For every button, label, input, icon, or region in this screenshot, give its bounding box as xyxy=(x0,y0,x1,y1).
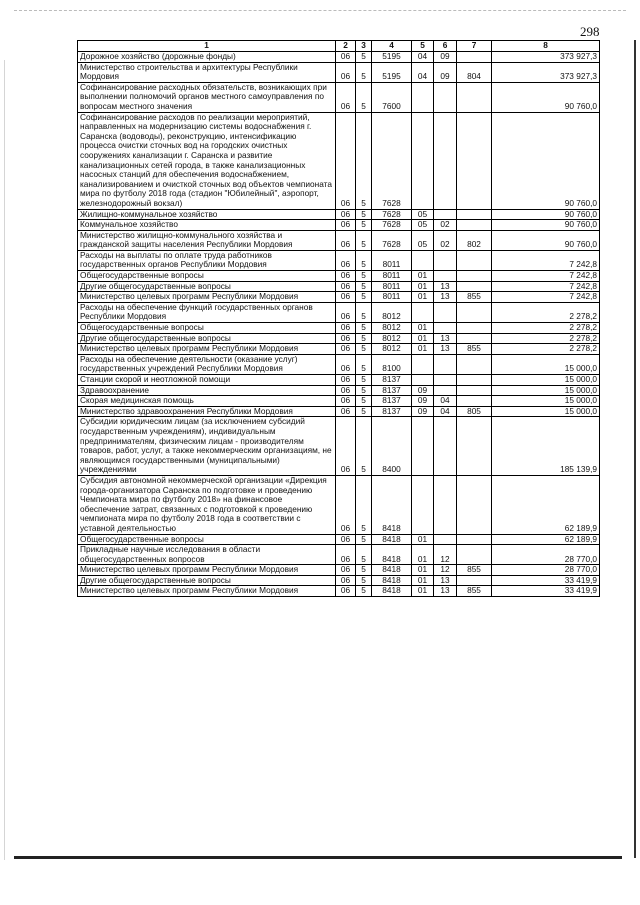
amount-cell: 90 760,0 xyxy=(492,209,600,220)
table-row xyxy=(78,475,600,534)
section-cell: 04 xyxy=(412,62,434,82)
section-cell: 01 xyxy=(412,344,434,355)
code-cell: 8011 xyxy=(372,250,412,270)
code-cell: 8137 xyxy=(372,396,412,407)
agency-code-cell xyxy=(457,375,492,386)
amount-cell: 15 000,0 xyxy=(492,375,600,386)
section-cell xyxy=(412,417,434,476)
code-cell: 8012 xyxy=(372,344,412,355)
section-cell xyxy=(412,112,434,209)
subsection-cell xyxy=(434,475,457,534)
amount-cell: 7 242,8 xyxy=(492,292,600,303)
section-cell: 05 xyxy=(412,230,434,250)
amount-cell: 90 760,0 xyxy=(492,220,600,231)
code-cell: 06 xyxy=(336,545,356,565)
subsection-cell xyxy=(434,82,457,112)
section-cell: 01 xyxy=(412,575,434,586)
code-cell: 5 xyxy=(356,385,372,396)
code-cell: 06 xyxy=(336,385,356,396)
row-name-cell: Другие общегосударственные вопросы xyxy=(78,281,336,292)
code-cell: 5 xyxy=(356,62,372,82)
subsection-cell xyxy=(434,112,457,209)
column-header: 8 xyxy=(492,41,600,52)
code-cell: 5 xyxy=(356,333,372,344)
code-cell: 8100 xyxy=(372,354,412,374)
row-name-cell: Софинансирование расходных обязательств, возникающих при выполнении полномочий органов местного самоуправления по вопросам местного значения xyxy=(78,82,336,112)
code-cell: 8418 xyxy=(372,565,412,576)
section-cell: 04 xyxy=(412,52,434,63)
code-cell: 5 xyxy=(356,230,372,250)
code-cell: 06 xyxy=(336,344,356,355)
table-row xyxy=(78,62,600,82)
agency-code-cell: 855 xyxy=(457,344,492,355)
agency-code-cell: 802 xyxy=(457,230,492,250)
code-cell: 7628 xyxy=(372,209,412,220)
amount-cell: 28 770,0 xyxy=(492,565,600,576)
code-cell: 8011 xyxy=(372,271,412,282)
agency-code-cell xyxy=(457,417,492,476)
amount-cell: 2 278,2 xyxy=(492,333,600,344)
scan-left-edge xyxy=(4,60,5,860)
code-cell: 8012 xyxy=(372,302,412,322)
agency-code-cell xyxy=(457,385,492,396)
section-cell: 05 xyxy=(412,209,434,220)
table-row xyxy=(78,209,600,220)
code-cell: 5 xyxy=(356,396,372,407)
subsection-cell xyxy=(434,209,457,220)
code-cell: 8012 xyxy=(372,333,412,344)
code-cell: 5 xyxy=(356,534,372,545)
code-cell: 5 xyxy=(356,417,372,476)
subsection-cell xyxy=(434,375,457,386)
amount-cell: 62 189,9 xyxy=(492,475,600,534)
code-cell: 5 xyxy=(356,250,372,270)
agency-code-cell: 804 xyxy=(457,62,492,82)
table-row xyxy=(78,417,600,476)
amount-cell: 7 242,8 xyxy=(492,250,600,270)
code-cell: 5 xyxy=(356,271,372,282)
page-number: 298 xyxy=(580,24,600,39)
row-name-cell: Софинансирование расходов по реализации мероприятий, направленных на модернизацию системы водоснабжения г. Саранска (водоводы), реконструкцию, интенсификацию процесса очистки сточных вод на городских очистных сооружениях канализации г. Саранска и развитие канализационных сетей города, в также канализационных насосных станций для обеспечения водоснабжением, канализированием и очисткой сточных вод объектов чемпионата мира по футболу 2018 года (стадион "Юбилейный", аэропорт, железнодорожный вокзал) xyxy=(78,112,336,209)
section-cell: 09 xyxy=(412,396,434,407)
amount-cell: 15 000,0 xyxy=(492,406,600,417)
scan-bottom-rule xyxy=(14,856,622,859)
section-cell xyxy=(412,302,434,322)
section-cell: 01 xyxy=(412,586,434,597)
table-row xyxy=(78,406,600,417)
code-cell: 06 xyxy=(336,62,356,82)
code-cell: 5 xyxy=(356,354,372,374)
code-cell: 06 xyxy=(336,220,356,231)
code-cell: 06 xyxy=(336,475,356,534)
row-name-cell: Министерство здравоохранения Республики Мордовия xyxy=(78,406,336,417)
column-header: 3 xyxy=(356,41,372,52)
section-cell: 01 xyxy=(412,333,434,344)
row-name-cell: Скорая медицинская помощь xyxy=(78,396,336,407)
code-cell: 06 xyxy=(336,292,356,303)
agency-code-cell xyxy=(457,475,492,534)
code-cell: 06 xyxy=(336,209,356,220)
row-name-cell: Общегосударственные вопросы xyxy=(78,534,336,545)
subsection-cell xyxy=(434,354,457,374)
subsection-cell: 12 xyxy=(434,565,457,576)
subsection-cell: 04 xyxy=(434,396,457,407)
row-name-cell: Коммунальное хозяйство xyxy=(78,220,336,231)
agency-code-cell: 855 xyxy=(457,586,492,597)
row-name-cell: Дорожное хозяйство (дорожные фонды) xyxy=(78,52,336,63)
code-cell: 06 xyxy=(336,417,356,476)
section-cell: 01 xyxy=(412,271,434,282)
code-cell: 06 xyxy=(336,230,356,250)
code-cell: 5 xyxy=(356,344,372,355)
section-cell: 01 xyxy=(412,281,434,292)
subsection-cell: 13 xyxy=(434,333,457,344)
code-cell: 8418 xyxy=(372,475,412,534)
subsection-cell: 12 xyxy=(434,545,457,565)
row-name-cell: Здравоохранение xyxy=(78,385,336,396)
subsection-cell: 13 xyxy=(434,292,457,303)
code-cell: 8012 xyxy=(372,323,412,334)
code-cell: 06 xyxy=(336,375,356,386)
table-header-row xyxy=(78,41,600,52)
table-row xyxy=(78,292,600,303)
amount-cell: 2 278,2 xyxy=(492,302,600,322)
code-cell: 06 xyxy=(336,396,356,407)
row-name-cell: Субсидия автономной некоммерческой организации «Дирекция города-организатора Саранска по подготовке и проведению Чемпионата мира по футболу 2018» на финансовое обеспечение затрат, связанных с подготовкой к проведению чемпионата мира по футболу 2018 года в соответствии с уставной деятельностью xyxy=(78,475,336,534)
section-cell xyxy=(412,354,434,374)
table-row xyxy=(78,344,600,355)
row-name-cell: Министерство целевых программ Республики Мордовия xyxy=(78,344,336,355)
agency-code-cell xyxy=(457,209,492,220)
row-name-cell: Министерство целевых программ Республики Мордовия xyxy=(78,586,336,597)
section-cell: 09 xyxy=(412,385,434,396)
table-row xyxy=(78,575,600,586)
code-cell: 5 xyxy=(356,375,372,386)
table-row xyxy=(78,323,600,334)
code-cell: 8137 xyxy=(372,375,412,386)
table-row xyxy=(78,271,600,282)
amount-cell: 2 278,2 xyxy=(492,344,600,355)
agency-code-cell xyxy=(457,575,492,586)
table-row xyxy=(78,333,600,344)
code-cell: 8400 xyxy=(372,417,412,476)
row-name-cell: Станции скорой и неотложной помощи xyxy=(78,375,336,386)
amount-cell: 15 000,0 xyxy=(492,396,600,407)
code-cell: 5 xyxy=(356,220,372,231)
row-name-cell: Расходы на обеспечение деятельности (оказание услуг) государственных учреждений Республики Мордовия xyxy=(78,354,336,374)
amount-cell: 90 760,0 xyxy=(492,82,600,112)
section-cell: 01 xyxy=(412,534,434,545)
table-row xyxy=(78,112,600,209)
row-name-cell: Расходы на обеспечение функций государственных органов Республики Мордовия xyxy=(78,302,336,322)
row-name-cell: Жилищно-коммунальное хозяйство xyxy=(78,209,336,220)
code-cell: 06 xyxy=(336,565,356,576)
code-cell: 06 xyxy=(336,112,356,209)
code-cell: 5 xyxy=(356,302,372,322)
code-cell: 06 xyxy=(336,354,356,374)
table-row xyxy=(78,385,600,396)
amount-cell: 33 419,9 xyxy=(492,575,600,586)
code-cell: 8418 xyxy=(372,575,412,586)
code-cell: 06 xyxy=(336,250,356,270)
section-cell: 01 xyxy=(412,565,434,576)
table-row xyxy=(78,220,600,231)
section-cell: 09 xyxy=(412,406,434,417)
code-cell: 8011 xyxy=(372,292,412,303)
agency-code-cell xyxy=(457,396,492,407)
code-cell: 7628 xyxy=(372,230,412,250)
subsection-cell: 13 xyxy=(434,281,457,292)
agency-code-cell xyxy=(457,250,492,270)
code-cell: 8418 xyxy=(372,586,412,597)
table-row xyxy=(78,250,600,270)
column-header: 4 xyxy=(372,41,412,52)
code-cell: 7600 xyxy=(372,82,412,112)
code-cell: 06 xyxy=(336,333,356,344)
agency-code-cell xyxy=(457,52,492,63)
code-cell: 7628 xyxy=(372,112,412,209)
agency-code-cell xyxy=(457,271,492,282)
agency-code-cell xyxy=(457,82,492,112)
code-cell: 5 xyxy=(356,281,372,292)
code-cell: 5 xyxy=(356,323,372,334)
table-row xyxy=(78,545,600,565)
scan-right-edge xyxy=(634,40,636,858)
section-cell xyxy=(412,475,434,534)
code-cell: 8418 xyxy=(372,534,412,545)
column-header: 2 xyxy=(336,41,356,52)
code-cell: 8137 xyxy=(372,406,412,417)
subsection-cell: 04 xyxy=(434,406,457,417)
table-row xyxy=(78,230,600,250)
agency-code-cell xyxy=(457,281,492,292)
amount-cell: 15 000,0 xyxy=(492,385,600,396)
column-header: 6 xyxy=(434,41,457,52)
row-name-cell: Министерство целевых программ Республики Мордовия xyxy=(78,565,336,576)
code-cell: 06 xyxy=(336,271,356,282)
row-name-cell: Прикладные научные исследования в области общегосударственных вопросов xyxy=(78,545,336,565)
agency-code-cell xyxy=(457,534,492,545)
code-cell: 5 xyxy=(356,209,372,220)
agency-code-cell xyxy=(457,354,492,374)
amount-cell: 33 419,9 xyxy=(492,586,600,597)
row-name-cell: Общегосударственные вопросы xyxy=(78,271,336,282)
table-row xyxy=(78,302,600,322)
code-cell: 5 xyxy=(356,575,372,586)
scan-top-rule xyxy=(14,10,626,11)
subsection-cell: 13 xyxy=(434,575,457,586)
section-cell xyxy=(412,250,434,270)
code-cell: 5 xyxy=(356,292,372,303)
subsection-cell: 02 xyxy=(434,230,457,250)
row-name-cell: Субсидии юридическим лицам (за исключением субсидий государственным учреждениям), индивидуальным предпринимателям, физическим лицам - производителям товаров, работ, услуг, а также некоммерческим организациям, не являющимся государственными (муниципальными) учреждениями xyxy=(78,417,336,476)
agency-code-cell xyxy=(457,545,492,565)
column-header: 7 xyxy=(457,41,492,52)
table-row xyxy=(78,281,600,292)
column-header: 1 xyxy=(78,41,336,52)
code-cell: 8137 xyxy=(372,385,412,396)
subsection-cell xyxy=(434,271,457,282)
code-cell: 5 xyxy=(356,545,372,565)
subsection-cell: 09 xyxy=(434,52,457,63)
agency-code-cell: 805 xyxy=(457,406,492,417)
subsection-cell xyxy=(434,534,457,545)
table-row xyxy=(78,396,600,407)
agency-code-cell xyxy=(457,302,492,322)
subsection-cell xyxy=(434,323,457,334)
code-cell: 5 xyxy=(356,82,372,112)
amount-cell: 28 770,0 xyxy=(492,545,600,565)
subsection-cell: 13 xyxy=(434,586,457,597)
agency-code-cell xyxy=(457,112,492,209)
amount-cell: 7 242,8 xyxy=(492,271,600,282)
section-cell: 01 xyxy=(412,545,434,565)
agency-code-cell: 855 xyxy=(457,565,492,576)
table-row xyxy=(78,534,600,545)
section-cell xyxy=(412,82,434,112)
row-name-cell: Расходы на выплаты по оплате труда работников государственных органов Республики Мордовия xyxy=(78,250,336,270)
amount-cell: 373 927,3 xyxy=(492,52,600,63)
amount-cell: 62 189,9 xyxy=(492,534,600,545)
row-name-cell: Министерство строительства и архитектуры Республики Мордовия xyxy=(78,62,336,82)
amount-cell: 185 139,9 xyxy=(492,417,600,476)
table-row xyxy=(78,565,600,576)
table-row xyxy=(78,52,600,63)
code-cell: 5 xyxy=(356,52,372,63)
column-header: 5 xyxy=(412,41,434,52)
agency-code-cell xyxy=(457,323,492,334)
subsection-cell xyxy=(434,385,457,396)
row-name-cell: Другие общегосударственные вопросы xyxy=(78,333,336,344)
code-cell: 06 xyxy=(336,82,356,112)
row-name-cell: Министерство жилищно-коммунального хозяйства и гражданской защиты населения Республики Мордовия xyxy=(78,230,336,250)
code-cell: 5 xyxy=(356,475,372,534)
code-cell: 8418 xyxy=(372,545,412,565)
subsection-cell xyxy=(434,302,457,322)
code-cell: 8011 xyxy=(372,281,412,292)
code-cell: 06 xyxy=(336,281,356,292)
code-cell: 06 xyxy=(336,534,356,545)
code-cell: 06 xyxy=(336,323,356,334)
agency-code-cell: 855 xyxy=(457,292,492,303)
code-cell: 5 xyxy=(356,406,372,417)
table-row xyxy=(78,82,600,112)
table-row xyxy=(78,375,600,386)
code-cell: 06 xyxy=(336,302,356,322)
section-cell xyxy=(412,375,434,386)
amount-cell: 15 000,0 xyxy=(492,354,600,374)
amount-cell: 90 760,0 xyxy=(492,112,600,209)
row-name-cell: Другие общегосударственные вопросы xyxy=(78,575,336,586)
agency-code-cell xyxy=(457,333,492,344)
table-row xyxy=(78,586,600,597)
subsection-cell: 02 xyxy=(434,220,457,231)
code-cell: 5195 xyxy=(372,52,412,63)
code-cell: 06 xyxy=(336,586,356,597)
code-cell: 06 xyxy=(336,575,356,586)
amount-cell: 373 927,3 xyxy=(492,62,600,82)
section-cell: 05 xyxy=(412,220,434,231)
amount-cell: 2 278,2 xyxy=(492,323,600,334)
agency-code-cell xyxy=(457,220,492,231)
code-cell: 5 xyxy=(356,112,372,209)
code-cell: 5 xyxy=(356,565,372,576)
section-cell: 01 xyxy=(412,292,434,303)
code-cell: 06 xyxy=(336,406,356,417)
subsection-cell: 09 xyxy=(434,62,457,82)
subsection-cell xyxy=(434,250,457,270)
section-cell: 01 xyxy=(412,323,434,334)
code-cell: 5195 xyxy=(372,62,412,82)
table-body xyxy=(78,52,600,597)
amount-cell: 7 242,8 xyxy=(492,281,600,292)
code-cell: 06 xyxy=(336,52,356,63)
subsection-cell xyxy=(434,417,457,476)
row-name-cell: Общегосударственные вопросы xyxy=(78,323,336,334)
amount-cell: 90 760,0 xyxy=(492,230,600,250)
subsection-cell: 13 xyxy=(434,344,457,355)
table-row xyxy=(78,354,600,374)
budget-table xyxy=(77,40,600,597)
code-cell: 5 xyxy=(356,586,372,597)
row-name-cell: Министерство целевых программ Республики Мордовия xyxy=(78,292,336,303)
code-cell: 7628 xyxy=(372,220,412,231)
